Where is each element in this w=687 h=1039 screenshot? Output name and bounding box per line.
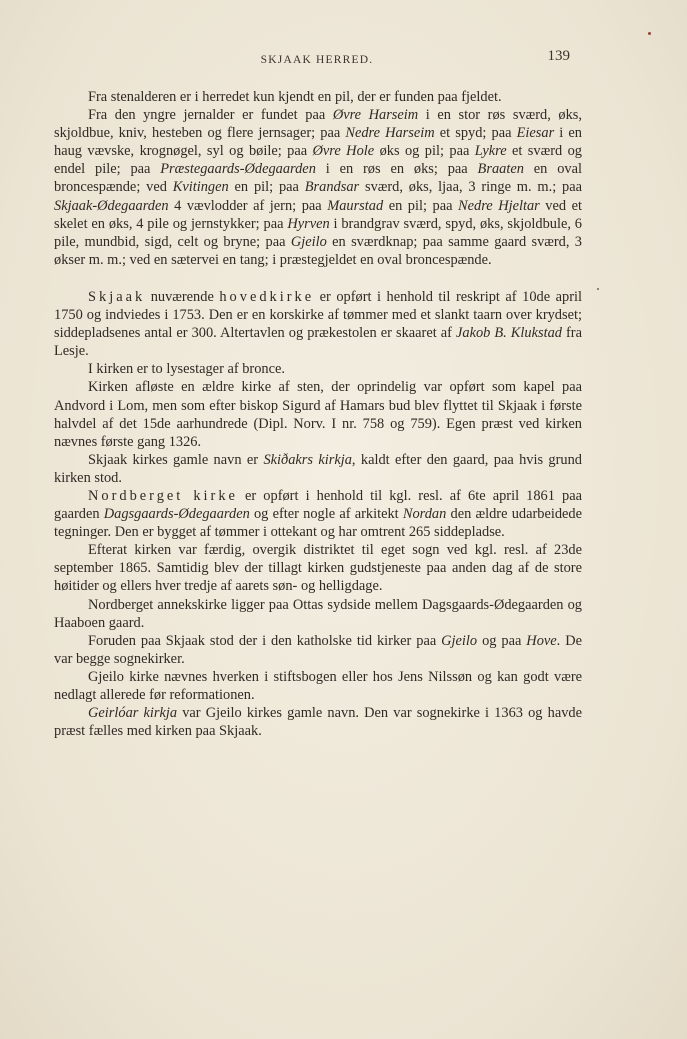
text-run: I kirken er to lysestager af bronce.: [88, 361, 285, 378]
text-run: i en stor røs sværd, øks, skjoldbue, kniv, hesteben og flere jernsager; paa: [54, 107, 582, 142]
ink-speck: [597, 288, 599, 290]
text-run: Gjeilo kirke nævnes hverken i stiftsbogen eller hos Jens Nilssøn og kan godt være nedlagt allerede før reformationen.: [54, 668, 582, 703]
text-run: Nordberget annekskirke ligger paa Ottas sydside mellem Dagsgaards-Ødegaarden og Haaboen gaard.: [54, 596, 582, 631]
ink-speck: [648, 32, 651, 35]
paragraph: [54, 541, 582, 595]
text-run: en pil; paa: [383, 197, 459, 214]
text-run: i en haug vævske, krognøgel, syl og bøile; paa: [54, 125, 582, 160]
italic-name: Hyrven: [287, 215, 330, 232]
text-run: er opført i henhold til reskript af 10de april 1750 og indviedes i 1753. Den er en korskirke af tømmer med et slankt taarn over krydset; siddepladsenes antal er 300. Altertavlen og prækestolen er skaaret af: [54, 288, 582, 342]
text-run: og efter nogle af arkitekt: [249, 506, 403, 523]
text-run: Fra den yngre jernalder er fundet paa: [88, 107, 333, 124]
italic-name: Brandsar: [304, 179, 360, 196]
page-header: [54, 46, 580, 70]
text-run: et sværd og endel pile; paa: [54, 143, 582, 178]
text-run: var Gjeilo kirkes gamle navn. Den var sognekirke i 1363 og havde præst fælles med kirken paa Skjaak.: [54, 705, 582, 740]
paragraph: [54, 632, 582, 668]
paragraph: [54, 360, 582, 378]
italic-name: Hove: [526, 632, 557, 649]
text-run: Efterat kirken var færdig, overgik distriktet til eget sogn ved kgl. resl. af 23de september 1865. Samtidig blev der tillagt kirken gudstjeneste paa anden dag af de store høitider og ellers hver tredje af aarets søn- og helligdage.: [54, 542, 582, 595]
text-run: sværd, øks, ljaa, 3 ringe m. m.; paa: [359, 179, 582, 196]
italic-name: Gjeilo: [441, 632, 478, 649]
text-run: Kirken afløste en ældre kirke af sten, der oprindelig var opført som kapel paa Andvord i Lom, men som efter biskop Sigurd af Hamars bud blev flyttet til Skjaak i første halvdel af det 15de aarhundrede (Dipl. Norv. I nr. 758 og 759). Egen præst ved kirken nævnes første gang 1326.: [54, 379, 582, 450]
text-run: Skjaak kirkes gamle navn er: [88, 451, 264, 468]
italic-name: Jakob B. Klukstad: [455, 325, 562, 342]
paragraph: [54, 487, 582, 541]
spaced-heading: Nordberget kirke: [88, 487, 238, 504]
text-run: øks og pil; paa: [374, 143, 475, 160]
spaced-heading: Skjaak: [88, 288, 146, 305]
italic-name: Kvitingen: [172, 179, 229, 196]
text-run: en pil; paa: [228, 179, 305, 196]
paragraph: [54, 106, 582, 269]
italic-name: Øvre Harseim: [332, 107, 419, 124]
running-head: SKJAAK HERRED.: [260, 54, 374, 66]
text-run: ved et skelet en øks, 4 pile og jernstykker; paa: [54, 197, 582, 232]
text-run: fra Lesje.: [54, 325, 582, 360]
text-run: i brandgrav sværd, spyd, øks, skjoldbule, 6 pile, mundbid, sigd, celt og bryne; paa: [54, 215, 582, 250]
italic-name: Nedre Hjeltar: [458, 197, 540, 214]
text-run: 4 vævlodder af jern; paa: [168, 197, 328, 214]
italic-name: Skiðakrs kirkja: [263, 451, 352, 468]
text-run: et spyd; paa: [434, 125, 517, 142]
italic-name: Øvre Hole: [312, 143, 375, 160]
paragraph: [54, 88, 582, 106]
italic-name: Nedre Harseim: [345, 125, 435, 142]
italic-name: Lykre: [474, 143, 507, 160]
paragraph: [54, 378, 582, 450]
spaced-heading: hovedkirke: [219, 288, 315, 305]
text-run: , kaldt efter den gaard, paa hvis grund kirken stod.: [54, 451, 583, 486]
text-run: Foruden paa Skjaak stod der i den katholske tid kirker paa: [88, 632, 442, 649]
text-run: den ældre udarbeidede tegninger. Den er bygget af tømmer i ottekant og har omtrent 265 siddepladse.: [54, 506, 583, 541]
paragraph: [54, 596, 582, 632]
italic-name: Braaten: [477, 161, 524, 178]
italic-name: Nordan: [402, 506, 447, 523]
italic-name: Præstegaards-Ødegaarden: [160, 161, 316, 178]
text-run: en sværdknap; paa samme gaard sværd, 3 økser m. m.; ved en sætervei en tang; i præstegjeldet en oval broncespænde.: [54, 233, 583, 268]
paragraph: [54, 668, 582, 704]
text-run: i en røs en øks; paa: [315, 161, 478, 178]
text-run: Fra stenalderen er i herredet kun kjendt en pil, der er funden paa fjeldet.: [88, 89, 502, 105]
italic-name: Gjeilo: [290, 233, 327, 250]
paragraph: [54, 288, 582, 360]
text-run: og paa: [477, 632, 527, 649]
italic-name: Skjaak-Ødegaarden: [54, 197, 169, 214]
italic-name: Dagsgaards-Ødegaarden: [103, 506, 250, 523]
text-run: nuværende: [145, 288, 220, 305]
paragraph: [54, 451, 582, 487]
text-run: . De var begge sognekirker.: [54, 632, 582, 667]
text-run: en oval broncespænde; ved: [54, 161, 582, 196]
italic-name: Geirlóar kirkja: [88, 705, 178, 722]
page-number: 139: [547, 48, 570, 64]
text-run: er opført i henhold til kgl. resl. af 6te april 1861 paa gaarden: [54, 487, 582, 523]
body-text: [54, 88, 582, 740]
italic-name: Maurstad: [327, 197, 384, 214]
italic-name: Eiesar: [516, 125, 555, 142]
paragraph: [54, 704, 582, 740]
